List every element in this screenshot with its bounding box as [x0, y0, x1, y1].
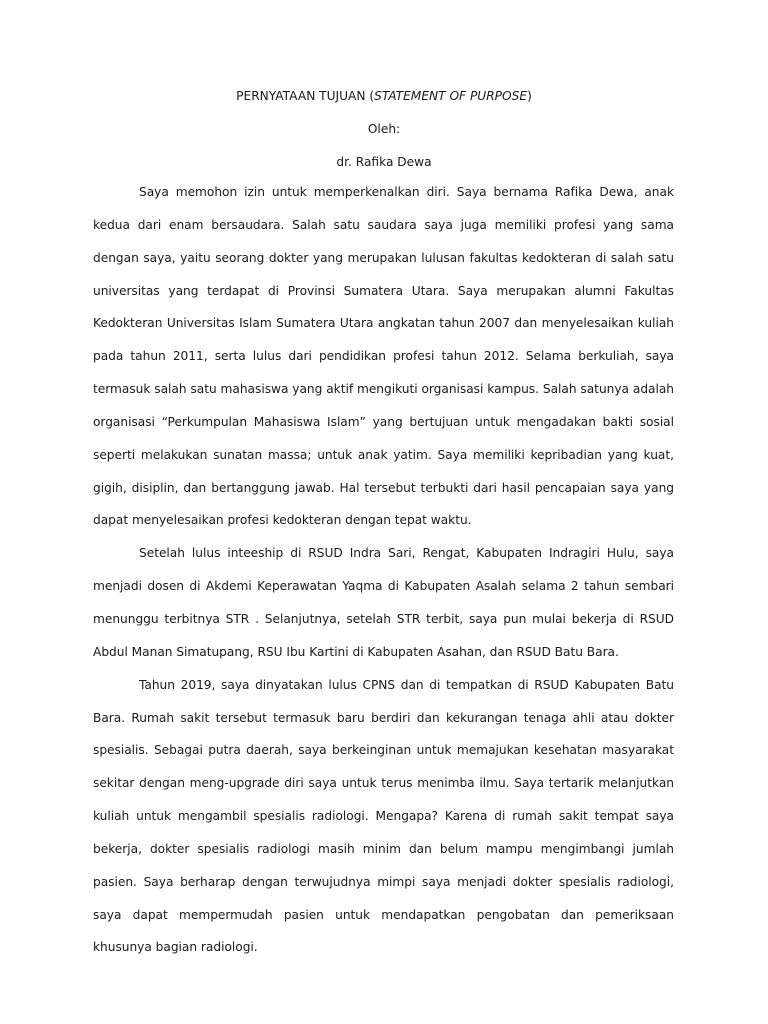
paragraph-introduction: Saya memohon izin untuk memperkenalkan diri. Saya bernama Rafika Dewa, anak kedua dari enam bersaudara. Salah satu saudara saya juga memiliki profesi yang sama dengan saya, yaitu seorang dokter yang merupakan lulusan fakultas kedokteran di salah satu universitas yang terdapat di Provinsi Sumatera Utara. Saya merupakan alumni Fakultas Kedokteran Universitas Islam Sumatera Utara angkatan tahun 2007 dan menyelesaikan kuliah pada tahun 2011, serta lulus dari pendidikan profesi tahun 2012. Selama berkuliah, saya termasuk salah satu mahasiswa yang aktif mengikuti organisasi kampus. Salah satunya adalah organisasi “Perkumpulan Mahasiswa Islam” yang bertujuan untuk mengadakan bakti sosial seperti melakukan sunatan massa; untuk anak yatim. Saya memiliki kepribadian yang kuat, gigih, disiplin, dan bertanggung jawab. Hal tersebut terbukti dari hasil pencapaian saya yang dapat menyelesaikan profesi kedokteran dengan tepat waktu.	[93, 185, 674, 528]
paragraph-motivation: Tahun 2019, saya dinyatakan lulus CPNS dan di tempatkan di RSUD Kabupaten Batu Bara. Rumah sakit tersebut termasuk baru berdiri dan kekurangan tenaga ahli atau dokter spesialis. Sebagai putra daerah, saya berkeinginan untuk memajukan kesehatan masyarakat sekitar dengan meng-upgrade diri saya untuk terus menimba ilmu. Saya tertarik melanjutkan kuliah untuk mengambil spesialis radiologi. Mengapa? Karena di rumah sakit tempat saya bekerja, dokter spesialis radiologi masih minim dan belum mampu mengimbangi jumlah pasien. Saya berharap dengan terwujudnya mimpi saya menjadi dokter spesialis radiologi, saya dapat mempermudah pasien untuk mendapatkan pengobatan dan pemeriksaan khusunya bagian radiologi.	[93, 677, 674, 955]
title-suffix: )	[527, 89, 532, 103]
title-italic: STATEMENT OF PURPOSE	[374, 89, 528, 103]
paragraph-career: Setelah lulus inteeship di RSUD Indra Sari, Rengat, Kabupaten Indragiri Hulu, saya menjadi dosen di Akdemi Keperawatan Yaqma di Kabupaten Asalah selama 2 tahun sembari menunggu terbitnya STR . Selanjutnya, setelah STR terbit, saya pun mulai bekerja di RSUD Abdul Manan Simatupang, RSU Ibu Kartini di Kabupaten Asahan, dan RSUD Batu Bara.	[93, 546, 674, 659]
author-name: dr. Rafika Dewa	[336, 155, 432, 169]
document-title	[0, 88, 768, 104]
document-body	[93, 176, 674, 964]
by-label: Oleh:	[367, 122, 401, 136]
title-prefix: PERNYATAAN TUJUAN (	[236, 89, 375, 103]
